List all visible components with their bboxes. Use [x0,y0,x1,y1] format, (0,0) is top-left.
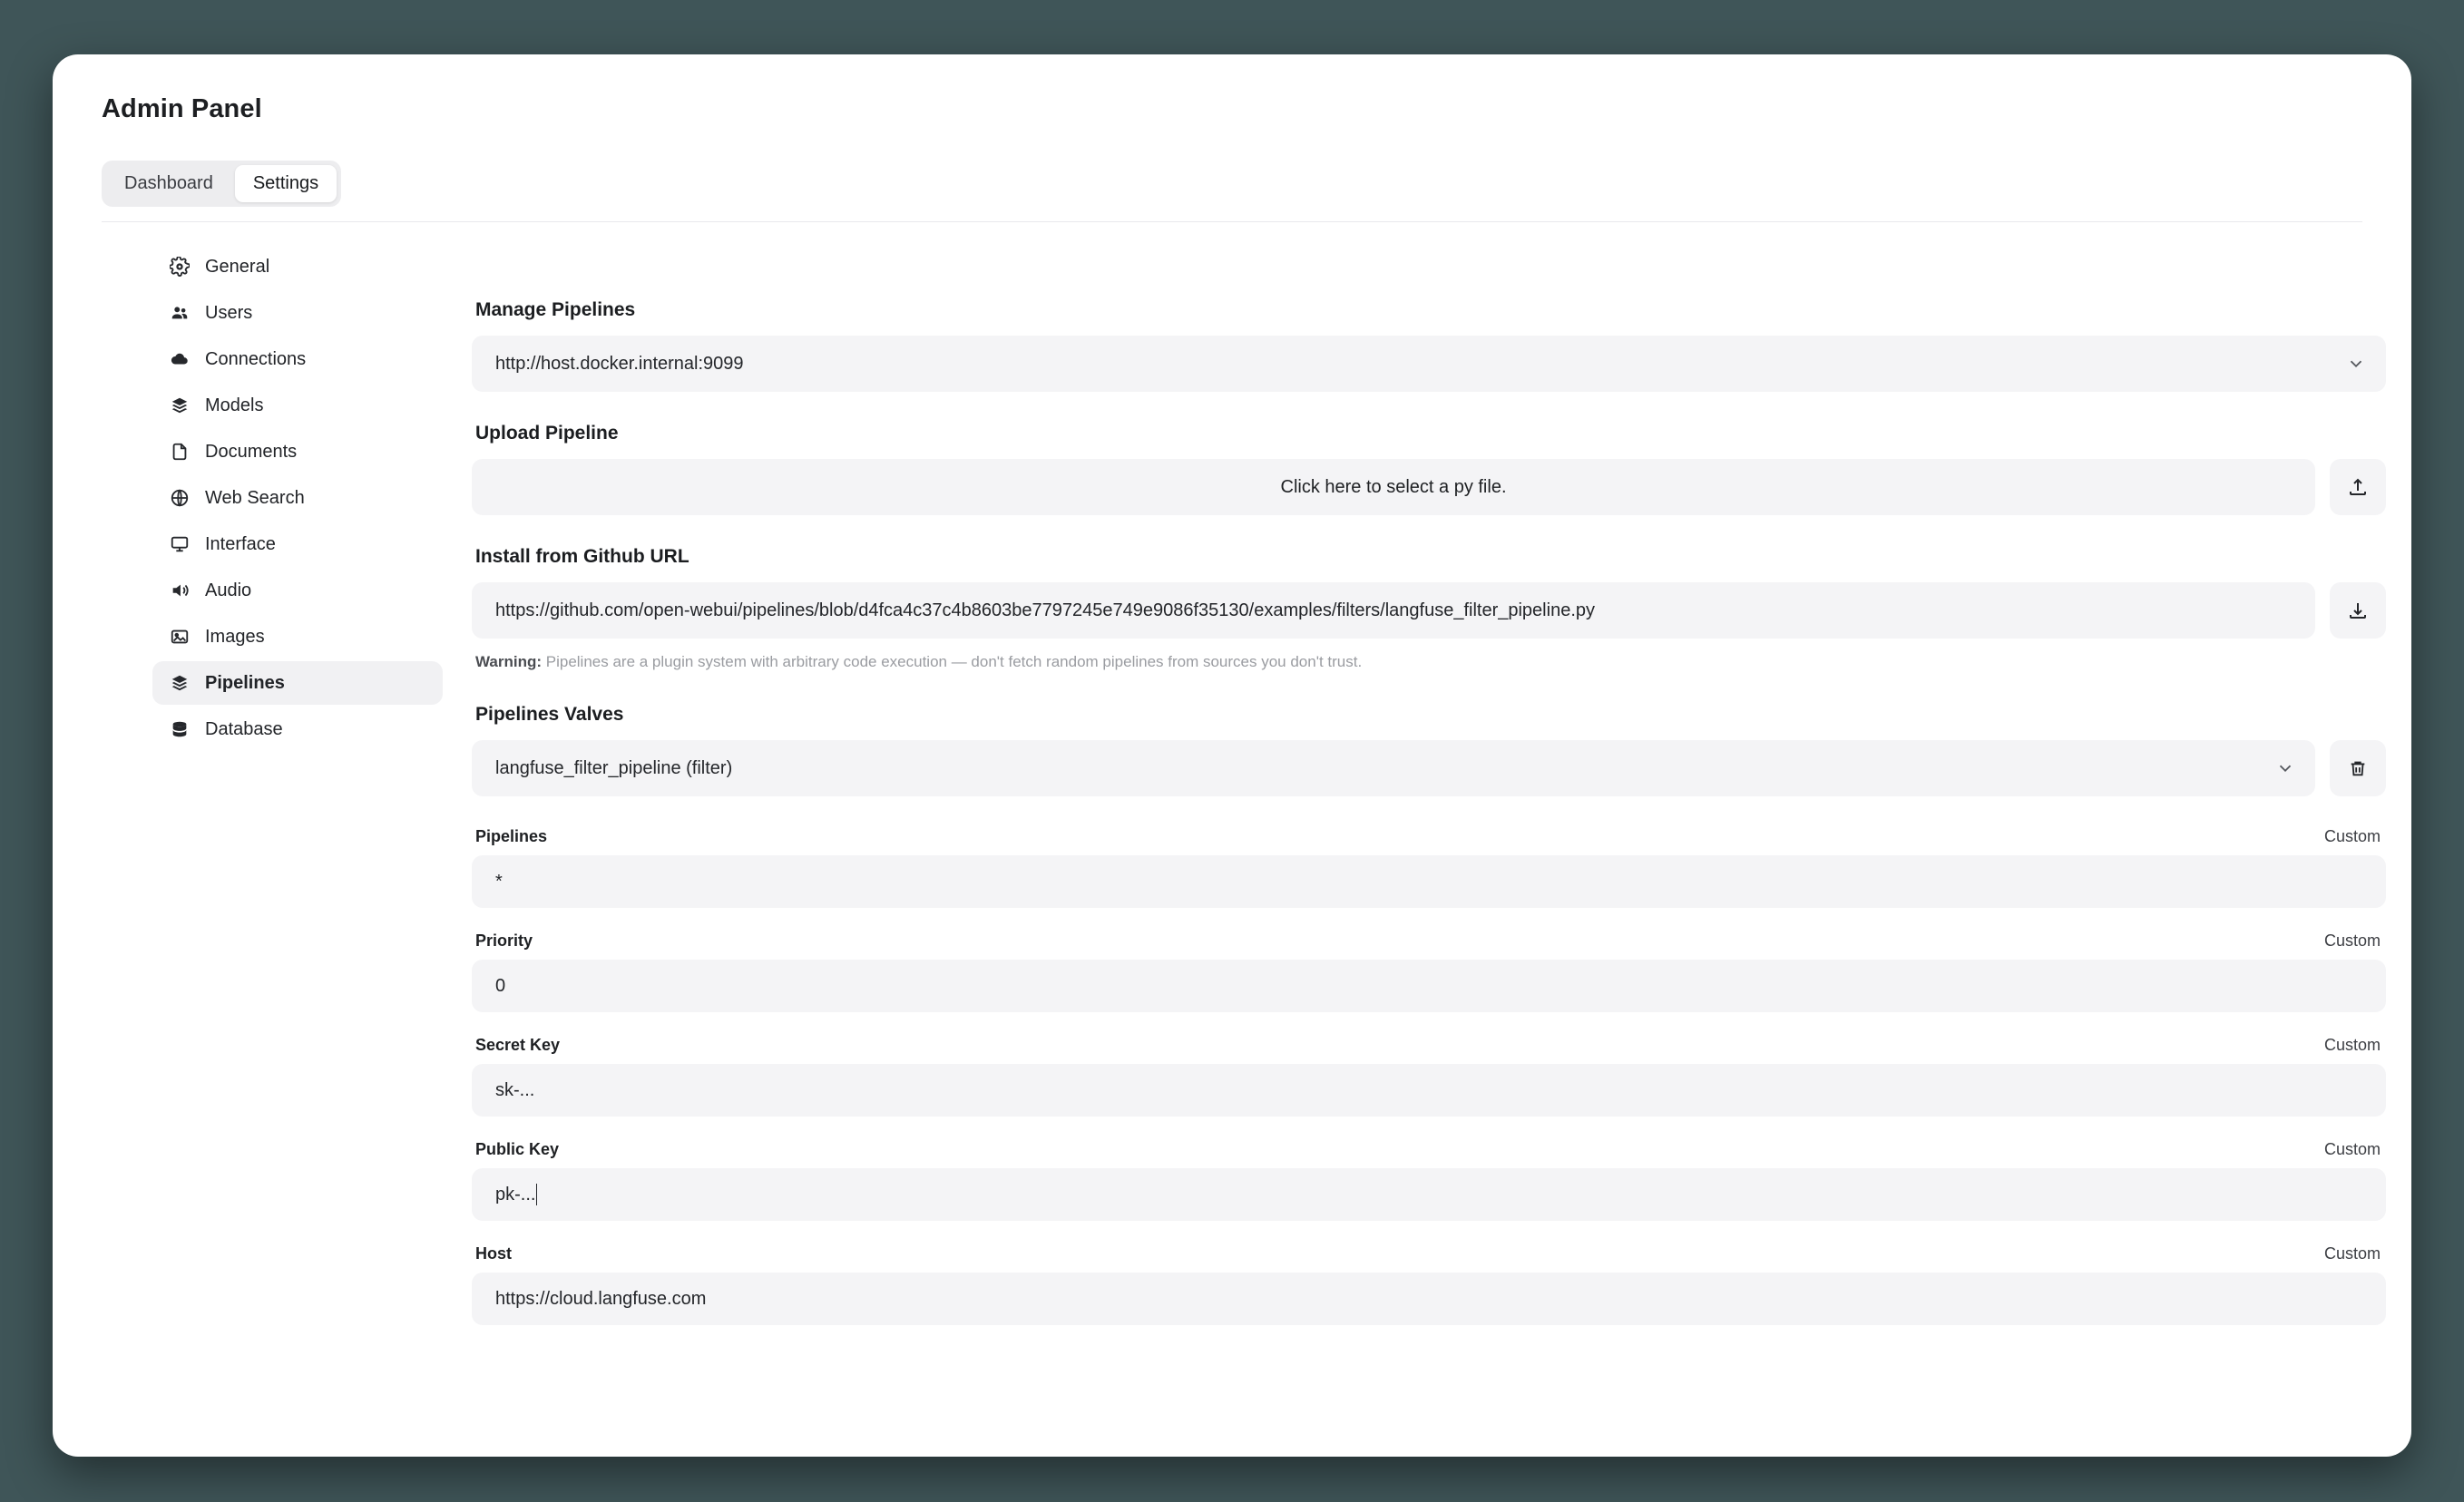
manage-pipelines-value: http://host.docker.internal:9099 [495,353,744,374]
valve-value: pk-... [495,1184,536,1205]
valve-input-public-key[interactable] [472,1168,2386,1221]
sidebar-item-database[interactable] [152,707,443,751]
gear-icon [169,256,191,278]
sidebar-item-label: General [205,256,270,277]
cloud-icon [169,348,191,370]
sidebar-item-label: Documents [205,441,298,462]
upload-pipeline-label: Upload Pipeline [475,423,619,444]
settings-content [472,299,2386,1349]
sidebar-item-label: Audio [205,580,252,600]
valve-value: sk-... [495,1079,535,1100]
sidebar-item-label: Models [205,395,264,415]
chevron-down-icon [2346,354,2366,374]
install-github-label: Install from Github URL [475,546,689,567]
upload-pipeline-dropzone-text: Click here to select a py file. [1280,476,1507,497]
pipelines-warning [475,653,2386,671]
valve-input-host[interactable] [472,1273,2386,1325]
manage-pipelines-row [472,336,2386,392]
sidebar-item-label: Connections [205,348,307,369]
valve-list [472,827,2386,1325]
valve-label: Pipelines [475,827,548,845]
layers-icon [169,395,191,416]
valve-custom-toggle[interactable]: Custom [2323,1036,2381,1054]
valve-custom-toggle[interactable]: Custom [2323,1244,2381,1263]
image-icon [169,626,191,648]
sidebar-item-documents[interactable] [152,430,443,473]
valve-input-pipelines[interactable] [472,855,2386,908]
valve-item [472,827,2386,908]
pipelines-valves-row [472,740,2386,796]
valve-value: * [495,871,503,892]
sidebar-item-audio[interactable] [152,569,443,612]
sidebar-item-pipelines[interactable] [152,661,443,705]
valve-label: Secret Key [475,1036,561,1054]
valve-label: Public Key [475,1140,560,1158]
manage-pipelines-label: Manage Pipelines [475,299,636,320]
upload-pipeline-dropzone[interactable] [472,459,2315,515]
users-icon [169,302,191,324]
trash-icon[interactable] [2330,740,2386,796]
valve-label: Priority [475,931,533,950]
valve-item [472,1244,2386,1325]
document-icon [169,441,191,463]
sidebar-item-connections[interactable] [152,337,443,381]
valve-custom-toggle[interactable]: Custom [2323,827,2381,845]
sidebar-item-images[interactable] [152,615,443,658]
tab-settings[interactable]: Settings [235,165,337,202]
valve-item [472,1036,2386,1117]
sidebar-item-general[interactable] [152,245,443,288]
page-title: Admin Panel [102,94,262,123]
valve-value: https://cloud.langfuse.com [495,1288,707,1309]
valve-input-priority[interactable] [472,960,2386,1012]
pipelines-warning-prefix: Warning: [475,653,543,670]
pipeline-valve-select[interactable] [472,740,2315,796]
valve-item [472,1140,2386,1221]
sidebar-item-label: Users [205,302,253,323]
tab-dashboard[interactable]: Dashboard [124,173,213,193]
database-icon [169,718,191,740]
valve-custom-toggle[interactable]: Custom [2323,931,2381,950]
admin-panel-window [53,54,2411,1457]
valve-custom-toggle[interactable]: Custom [2323,1140,2381,1158]
sidebar-item-label: Interface [205,533,276,554]
valve-label: Host [475,1244,512,1263]
sidebar-item-label: Database [205,718,283,739]
upload-icon[interactable] [2330,459,2386,515]
layers-icon [169,672,191,694]
tab-bar [102,161,341,207]
sidebar-item-web-search[interactable] [152,476,443,520]
settings-sidebar [152,245,443,751]
speaker-icon [169,580,191,601]
manage-pipelines-select[interactable] [472,336,2386,392]
monitor-icon [169,533,191,555]
sidebar-item-interface[interactable] [152,522,443,566]
sidebar-item-label: Pipelines [205,672,285,693]
valve-value: 0 [495,975,506,996]
chevron-down-icon [2275,758,2295,778]
pipelines-valves-label: Pipelines Valves [475,704,624,725]
pipelines-warning-text: Pipelines are a plugin system with arbitrary code execution — don't fetch random pipelines from sources you don't trust. [542,653,1363,670]
sidebar-item-models[interactable] [152,384,443,427]
sidebar-item-users[interactable] [152,291,443,335]
valve-item [472,931,2386,1012]
valve-input-secret-key[interactable] [472,1064,2386,1117]
pipeline-valve-value: langfuse_filter_pipeline (filter) [495,757,733,778]
github-url-input[interactable] [472,582,2315,639]
sidebar-item-label: Web Search [205,487,305,508]
github-url-value: https://github.com/open-webui/pipelines/blob/d4fca4c37c4b8603be7797245e749e9086f35130/examples/filters/langfuse_filter_pipeline.py [495,600,1595,620]
globe-icon [169,487,191,509]
download-icon[interactable] [2330,582,2386,639]
upload-pipeline-row [472,459,2386,515]
header-divider [102,221,2362,222]
sidebar-item-label: Images [205,626,265,647]
text-caret [536,1184,537,1205]
install-github-row [472,582,2386,639]
